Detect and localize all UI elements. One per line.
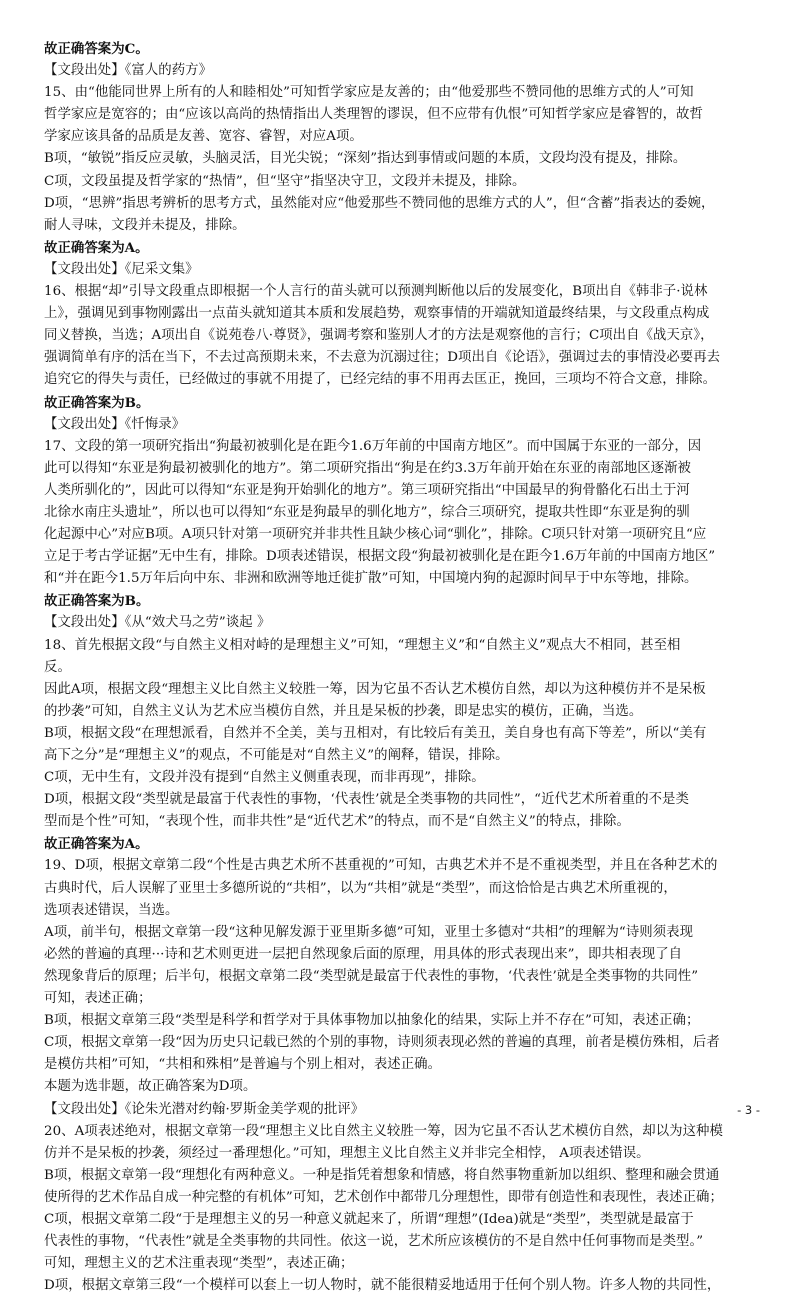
answer-line: 故正确答案为C。 (44, 41, 149, 57)
text-line: 哲学家应是宽容的；由“应该以高尚的热情指出人类理智的谬误，但不应带有仇恨”可知哲学家应是睿智的，故哲 (44, 107, 703, 123)
text-line: 和“并在距今1.5万年后向中东、非洲和欧洲等地迁徙扩散”可知，中国境内狗的起源时间早于中东等地，排除。 (44, 571, 698, 587)
text-line: 上》，强调见到事物刚露出一点苗头就知道其本质和发展趋势，观察事情的开端就知道最终结果，与文段重点构成 (44, 306, 710, 322)
text-line: 型而是个性”可知，“表现个性，而非共性”是“近代艺术”的特点，而不是“自然主义”的特点，排除。 (44, 814, 630, 830)
text-line: 【文段出处】《论朱光潜对约翰·罗斯金美学观的批评》 (44, 1101, 365, 1117)
text-line: C项，根据文章第一段“因为历史只记载已然的个别的事物，诗则须表现必然的普遍的真理，前者是模仿殊相，后者 (44, 1035, 720, 1051)
text-line: 15、由“他能同世界上所有的人和睦相处”可知哲学家应是友善的；由“他爱那些不赞同他的思维方式的人”可知 (44, 85, 694, 101)
text-line: 此可以得知“东亚是狗最初被驯化的地方”。第二项研究指出“狗是在约3.3万年前开始在东亚的南部地区逐渐被 (44, 460, 691, 476)
text-line: 本题为选非题，故正确答案为D项。 (44, 1079, 257, 1095)
text-line: 强调简单有序的活在当下，不去过高预期未来，不去意为沉溺过往；D项出自《论语》，强调过去的事情没必要再去 (44, 350, 721, 366)
text-line: B项，根据文章第三段“类型是科学和哲学对于具体事物加以抽象化的结果，实际上并不存在”可知，表述正确； (44, 1013, 700, 1029)
text-line: D项，根据文段“类型就是最富于代表性的事物，‘代表性’就是全类事物的共同性”，“近代艺术所着重的不是类 (44, 792, 689, 808)
text-line: A项，前半句，根据文章第一段“这种见解发源于亚里斯多德”可知，亚里士多德对“共相”的理解为“诗则须表现 (44, 924, 694, 940)
text-line: 学家应该具备的品质是友善、宽容、睿智，对应A项。 (44, 129, 363, 145)
text-line: 可知，表述正确； (44, 991, 152, 1007)
text-line: 16、根据“却”引导文段重点即根据一个人言行的苗头就可以预测判断他以后的发展变化，B项出自《韩非子·说林 (44, 284, 708, 300)
text-line: C项，无中生有，文段并没有提到“自然主义侧重表现，而非再现”，排除。 (44, 770, 485, 786)
page-number: - 3 - (737, 1103, 760, 1117)
text-line: 反。 (44, 659, 71, 675)
answer-line: 故正确答案为B。 (44, 593, 150, 610)
text-line: 19、D项，根据文章第二段“个性是古典艺术所不甚重视的”可知，古典艺术并不是不重视类型，并且在各种艺术的 (44, 858, 718, 874)
text-line: 高下之分”是“理想主义”的观点，不可能是对“自然主义”的阐释，错误，排除。 (44, 748, 509, 763)
text-line: 【文段出处】《尼采文集》 (44, 261, 199, 277)
text-line: 因此A项，根据文段“理想主义比自然主义较胜一筹，因为它虽不否认艺术模仿自然，却以为这种模仿并不是呆板 (44, 681, 706, 697)
text-line: 的抄袭”可知，自然主义认为艺术应当模仿自然，并且是呆板的抄袭，即是忠实的模仿，正确，当选。 (44, 703, 643, 719)
text-line: 耐人寻味，文段并未提及，排除。 (44, 217, 246, 233)
text-line: 古典时代，后人误解了亚里士多德所说的“共相”，以为“共相”就是“类型”，而这恰恰是古典艺术所重视的， (44, 880, 677, 896)
text-line: C项，文段虽提及哲学家的“热情”，但“坚守”指坚决守卫，文段并未提及，排除。 (44, 173, 526, 189)
text-line: 是模仿共相”可知，“共相和殊相”是普遍与个别上相对，表述正确。 (44, 1057, 442, 1073)
answer-line: 故正确答案为A。 (44, 836, 149, 853)
text-line: 20、A项表述绝对，根据文章第一段“理想主义比自然主义较胜一筹，因为它虽不否认艺术模仿自然，却以为这种模 (44, 1123, 723, 1139)
text-line: B项，根据文段“在理想派看，自然并不全美，美与丑相对，有比较后有美丑，美自身也有高下等差”，所以“美有 (44, 725, 707, 741)
text-line: 然现象背后的原理；后半句，根据文章第二段“类型就是最富于代表性的事物，‘代表性’就是全类事物的共同性” (44, 968, 699, 984)
text-line: C项，根据文章第二段“于是理想主义的另一种意义就起来了，所谓“理想”(Idea)就是“类型”，类型就是最富于 (44, 1211, 694, 1227)
text-line: 18、首先根据文段“与自然主义相对峙的是理想主义”可知，“理想主义”和“自然主义”观点大不相同，甚至相 (44, 637, 681, 653)
text-line: 北徐水南庄头遗址”，所以也可以得知“东亚是狗最早的驯化地方”，综合三项研究，提取共性即“东亚是狗的驯 (44, 504, 690, 520)
text-line: 同义替换，当选；A项出自《说苑卷八·尊贤》，强调考察和鉴别人才的方法是观察他的言行；C项出自《战天京》， (44, 328, 714, 344)
text-line: B项，根据文章第一段“理想化有两种意义。一种是指凭着想象和情感，将自然事物重新加以组织、整理和融会贯通 (44, 1167, 720, 1183)
text-line: 选项表述错误，当选。 (44, 902, 179, 918)
text-line: 17、文段的第一项研究指出“狗最初被驯化是在距今1.6万年前的中国南方地区”。而中国属于东亚的一部分，因 (44, 438, 702, 454)
text-line: 化起源中心”对应B项。A项只针对第一项研究并非共性且缺少核心词“驯化”，排除。C项只针对第一项研究且“应 (44, 527, 707, 543)
text-line: 人类所驯化的”，因此可以得知“东亚是狗开始驯化的地方”。第三项研究指出“中国最早的狗骨骼化石出土于河 (44, 482, 690, 498)
text-line: 可知，理想主义的艺术注重表现“类型”，表述正确； (44, 1256, 354, 1272)
text-line: 追究它的得失与责任，已经做过的事就不用提了，已经完结的事不用再去匡正，挽回，三项均不符合文意，排除。 (44, 372, 717, 388)
answer-line: 故正确答案为B。 (44, 394, 150, 411)
text-line: 代表性的事物，“代表性”就是全类事物的共同性。依这一说，艺术所应该模仿的不是自然中任何事物而是类型。” (44, 1234, 704, 1250)
text-line: 【文段出处】《从“效犬马之劳”谈起 》 (44, 615, 271, 631)
text-line: B项，“敏锐”指反应灵敏，头脑灵活，目光尖锐；“深刻”指达到事情或问题的本质，文段均没有提及，排除。 (44, 151, 687, 167)
text-line: 【文段出处】《忏悔录》 (44, 416, 186, 432)
text-line: D项，“思辨”指思考辨析的思考方式，虽然能对应“他爱那些不赞同他的思维方式的人”，但“含蓄”指表达的委婉， (44, 195, 715, 211)
text-line: 【文段出处】《富人的药方》 (44, 63, 213, 79)
text-line: 使所得的艺术作品自成一种完整的有机体”可知，艺术创作中都带几分理想性，即带有创造性和表现性，表述正确； (44, 1189, 723, 1205)
answer-line: 故正确答案为A。 (44, 239, 149, 256)
text-line: 立足于考古学证据”无中生有，排除。D项表述错误，根据文段“狗最初被驯化是在距今1.6万年前的中国南方地区” (44, 549, 716, 565)
text-line: 必然的普遍的真理···诗和艺术则更进一层把自然现象后面的原理，用具体的形式表现出来”，即共相表现了自 (44, 946, 683, 962)
text-line: D项，根据文章第三段“一个模样可以套上一切人物时，就不能很精妥地适用于任何个别人物。许多人物的共同性， (44, 1278, 721, 1294)
text-line: 仿并不是呆板的抄袭，须经过一番理想化。”可知，理想主义比自然主义并非完全相悖， A项表述错误。 (44, 1145, 650, 1161)
